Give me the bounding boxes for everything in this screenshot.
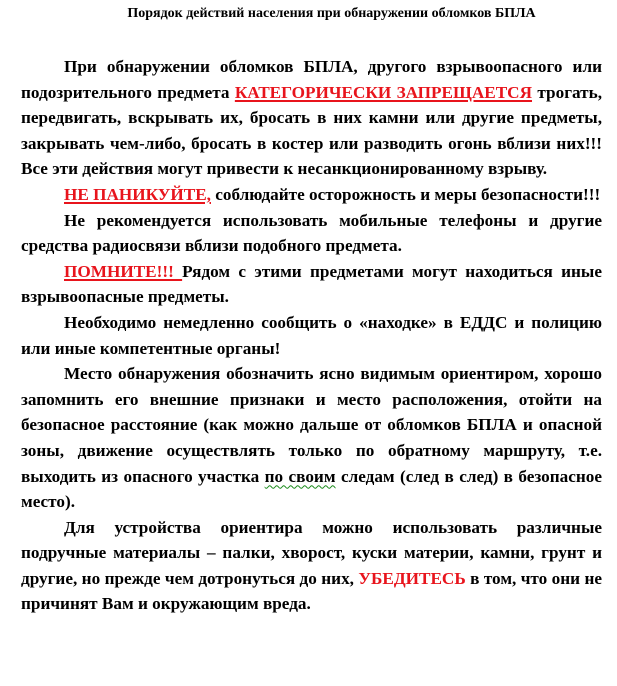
paragraph-text: Место обнаружения обозначить ясно видимым ориентиром, хорошо запомнить его внешние признаки и место расположения, отойти на безопасное расстояние (как можно дальше от обломков БПЛА и опасной зоны, движение осуществлять только по обратному маршруту, т.е. выходить из опасного участка — [21, 364, 602, 486]
paragraph-no-panic — [21, 182, 602, 208]
paragraph-text: Рядом с этими предметами могут находиться иные взрывоопасные предметы. — [21, 261, 602, 307]
paragraph-no-phones: Не рекомендуется использовать мобильные телефоны и другие средства радиосвязи вблизи подобного предмета. — [21, 210, 602, 256]
spellcheck-marked-phrase: по своим — [264, 466, 336, 486]
document-title: Порядок действий населения при обнаружении обломков БПЛА — [127, 6, 536, 21]
paragraph-prohibition — [21, 54, 602, 182]
paragraph-landmark-materials — [21, 515, 602, 617]
warning-make-sure: УБЕДИТЕСЬ — [358, 568, 466, 588]
paragraph-text: При обнаружении обломков БПЛА, другого взрывоопасного или подозрительного предмета — [21, 57, 602, 102]
paragraph-text: следам (след в след) в безопасное место). — [21, 466, 603, 512]
paragraph-text: в том, что они не причинят Вам и окружающим вреда. — [21, 568, 602, 614]
paragraph-report: Необходимо немедленно сообщить о «находке» в ЕДДС и полицию или иные компетентные органы! — [21, 312, 602, 358]
warning-no-panic: НЕ ПАНИКУЙТЕ, — [64, 184, 211, 204]
paragraph-remember — [21, 259, 602, 310]
paragraph-text: Для устройства ориентира можно использовать различные подручные материалы – палки, хворост, куски материи, камни, грунт и другие, но прежде чем дотронуться до них, — [21, 517, 602, 588]
paragraph-mark-location — [21, 361, 602, 515]
document-body — [21, 54, 602, 617]
paragraph-text: соблюдайте осторожность и меры безопасности!!! — [210, 184, 601, 204]
warning-remember: ПОМНИТЕ!!! — [64, 261, 183, 281]
paragraph-text: трогать, передвигать, вскрывать их, бросать в них камни или другие предметы, закрывать чем-либо, бросать в костер или разводить огонь вблизи них!!! Все эти действия могут привести к несанкционированному взрыву. — [21, 82, 602, 179]
warning-strictly-prohibited: КАТЕГОРИЧЕСКИ ЗАПРЕЩАЕТСЯ — [234, 82, 533, 102]
